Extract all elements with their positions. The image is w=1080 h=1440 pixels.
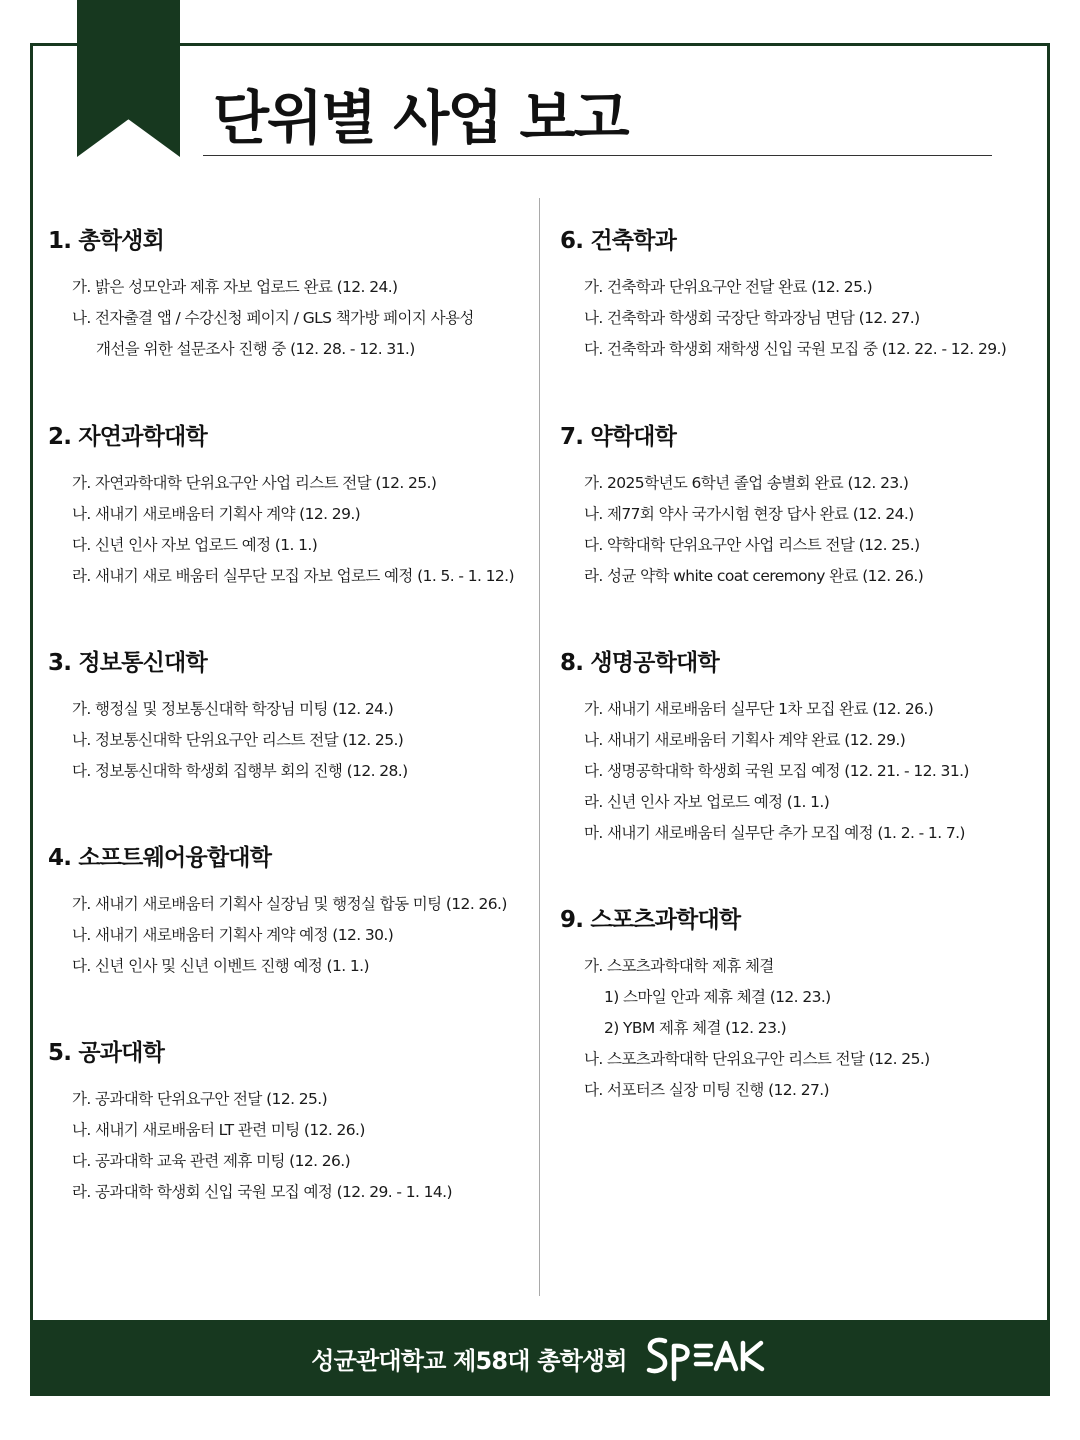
list-item: 라. 공과대학 학생회 신입 국원 모집 예정 (12. 29. - 1. 14.) [72, 1183, 452, 1201]
list-item: 가. 스포츠과학대학 제휴 체결 [584, 957, 774, 975]
list-item: 나. 새내기 새로배움터 LT 관련 미팅 (12. 26.) [72, 1121, 365, 1139]
section-heading: 8. 생명공학대학 [560, 650, 719, 676]
section-engineering [48, 1038, 523, 1208]
list-item: 가. 건축학과 단위요구안 전달 완료 (12. 25.) [584, 278, 873, 296]
section-heading: 4. 소프트웨어융합대학 [48, 845, 272, 871]
page-title: 단위별 사업 보고 [213, 84, 628, 152]
section-heading: 7. 약학대학 [560, 424, 677, 450]
list-item: 가. 새내기 새로배움터 실무단 1차 모집 완료 (12. 26.) [584, 700, 934, 718]
list-item: 다. 생명공학대학 학생회 국원 모집 예정 (12. 21. - 12. 31.) [584, 762, 969, 780]
title-underline [203, 155, 992, 156]
item-list [48, 272, 523, 365]
section-sport-science [560, 905, 1035, 1106]
section-pharmacy [560, 422, 1035, 592]
list-item: 가. 새내기 새로배움터 기획사 실장님 및 행정실 합동 미팅 (12. 26.) [72, 895, 507, 913]
section-natural-sciences [48, 422, 523, 592]
section-heading: 1. 총학생회 [48, 228, 165, 254]
column-divider [539, 198, 540, 1296]
list-item: 가. 자연과학대학 단위요구안 사업 리스트 전달 (12. 25.) [72, 474, 437, 492]
list-item: 다. 신년 인사 자보 업로드 예정 (1. 1.) [72, 536, 318, 554]
list-item: 다. 공과대학 교육 관련 제휴 미팅 (12. 26.) [72, 1152, 351, 1170]
list-item: 다. 서포터즈 실장 미팅 진행 (12. 27.) [584, 1081, 829, 1099]
list-item: 2) YBM 제휴 체결 (12. 23.) [604, 1019, 787, 1037]
list-item: 가. 2025학년도 6학년 졸업 송별회 완료 (12. 23.) [584, 474, 909, 492]
item-list [560, 468, 1035, 592]
list-item: 나. 정보통신대학 단위요구안 리스트 전달 (12. 25.) [72, 731, 404, 749]
list-item: 나. 제77회 약사 국가시험 현장 답사 완료 (12. 24.) [584, 505, 914, 523]
section-heading: 2. 자연과학대학 [48, 424, 207, 450]
list-item: 나. 스포츠과학대학 단위요구안 리스트 전달 (12. 25.) [584, 1050, 930, 1068]
item-list [560, 694, 1035, 849]
list-item: 가. 공과대학 단위요구안 전달 (12. 25.) [72, 1090, 328, 1108]
item-list [560, 951, 1035, 1106]
footer-organization-name: 성균관대학교 제58대 총학생회 [311, 1346, 627, 1375]
section-student-council [48, 226, 523, 365]
list-item: 개선을 위한 설문조사 진행 중 (12. 28. - 12. 31.) [96, 340, 415, 358]
list-item: 가. 행정실 및 정보통신대학 학장님 미팅 (12. 24.) [72, 700, 394, 718]
list-item: 가. 밝은 성모안과 제휴 자보 업로드 완료 (12. 24.) [72, 278, 398, 296]
footer-bar [30, 1320, 1050, 1396]
section-heading: 3. 정보통신대학 [48, 650, 207, 676]
list-item: 나. 건축학과 학생회 국장단 학과장님 면담 (12. 27.) [584, 309, 920, 327]
item-list [48, 694, 523, 787]
list-item: 다. 정보통신대학 학생회 집행부 회의 진행 (12. 28.) [72, 762, 408, 780]
list-item: 라. 새내기 새로 배움터 실무단 모집 자보 업로드 예정 (1. 5. - 1. 12.) [72, 567, 514, 585]
item-list [48, 468, 523, 592]
list-item: 다. 약학대학 단위요구안 사업 리스트 전달 (12. 25.) [584, 536, 920, 554]
list-item: 마. 새내기 새로배움터 실무단 추가 모집 예정 (1. 2. - 1. 7.) [584, 824, 965, 842]
list-item: 1) 스마일 안과 제휴 체결 (12. 23.) [604, 988, 831, 1006]
list-item: 나. 새내기 새로배움터 기획사 계약 예정 (12. 30.) [72, 926, 394, 944]
item-list [48, 1084, 523, 1208]
speak-logo [645, 1333, 769, 1383]
section-software-convergence [48, 843, 523, 982]
item-list [48, 889, 523, 982]
list-item: 라. 성균 약학 white coat ceremony 완료 (12. 26.) [584, 567, 924, 585]
list-item: 다. 건축학과 학생회 재학생 신입 국원 모집 중 (12. 22. - 12. 29.) [584, 340, 1007, 358]
section-information-communication [48, 648, 523, 787]
list-item: 나. 전자출결 앱 / 수강신청 페이지 / GLS 책가방 페이지 사용성 [72, 309, 474, 327]
list-item: 나. 새내기 새로배움터 기획사 계약 완료 (12. 29.) [584, 731, 906, 749]
section-heading: 6. 건축학과 [560, 228, 677, 254]
section-heading: 9. 스포츠과학대학 [560, 907, 741, 933]
section-biotechnology [560, 648, 1035, 849]
section-heading: 5. 공과대학 [48, 1040, 165, 1066]
list-item: 다. 신년 인사 및 신년 이벤트 진행 예정 (1. 1.) [72, 957, 369, 975]
list-item: 라. 신년 인사 자보 업로드 예정 (1. 1.) [584, 793, 830, 811]
section-architecture [560, 226, 1035, 365]
list-item: 나. 새내기 새로배움터 기획사 계약 (12. 29.) [72, 505, 361, 523]
item-list [560, 272, 1035, 365]
